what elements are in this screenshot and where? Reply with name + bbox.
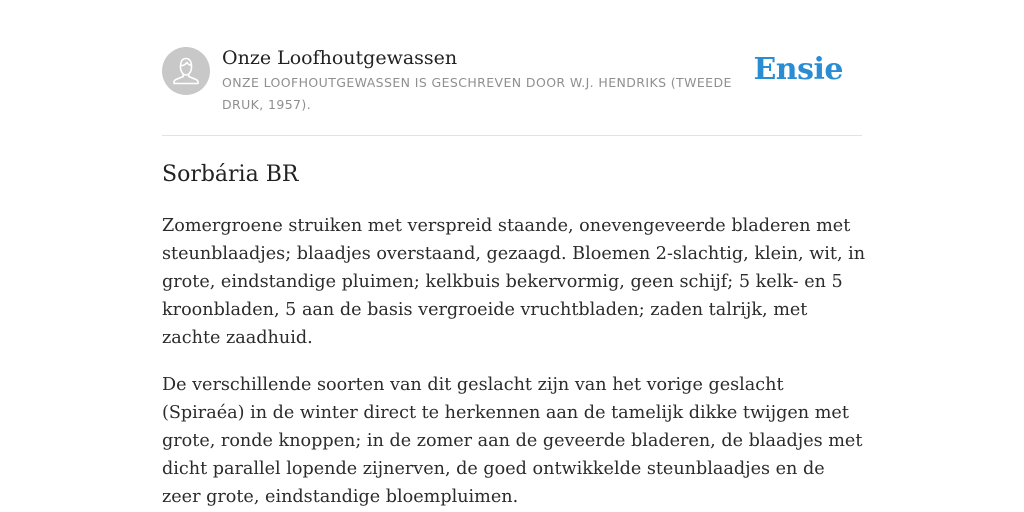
- book-subtitle: ONZE LOOFHOUTGEWASSEN IS GESCHREVEN DOOR W.J. HENDRIKS (TWEEDE DRUK, 1957).: [222, 75, 732, 112]
- entry-title: Sorbária BR: [162, 162, 299, 187]
- book-title[interactable]: Onze Loofhoutgewassen: [222, 47, 458, 69]
- header-divider: [162, 135, 862, 136]
- entry-content: [162, 212, 866, 512]
- entry-paragraph: De verschillende soorten van dit geslacht zijn van het vorige geslacht (Spiraéa) in de winter direct te herkennen aan de tamelijk dikke twijgen met grote, ronde knoppen; in de zomer aan de geveerde bladeren, de blaadjes met dicht parallel lopende zijnerven, de goed ontwikkelde steunblaadjes en de zeer grote, eindstandige bloempluimen.: [162, 375, 863, 507]
- page-header: [162, 46, 862, 118]
- ensie-logo[interactable]: Ensie: [753, 52, 843, 87]
- user-silhouette-icon: [162, 47, 210, 95]
- entry-paragraph: Zomergroene struiken met verspreid staande, onevengeveerde bladeren met steunblaadjes; blaadjes overstaand, gezaagd. Bloemen 2-slachtig, klein, wit, in grote, eindstandige pluimen; kelkbuis bekervormig, geen schijf; 5 kelk- en 5 kroonbladen, 5 aan de basis vergroeide vruchtbladen; zaden talrijk, met zachte zaadhuid.: [162, 216, 866, 348]
- author-avatar[interactable]: [162, 47, 210, 95]
